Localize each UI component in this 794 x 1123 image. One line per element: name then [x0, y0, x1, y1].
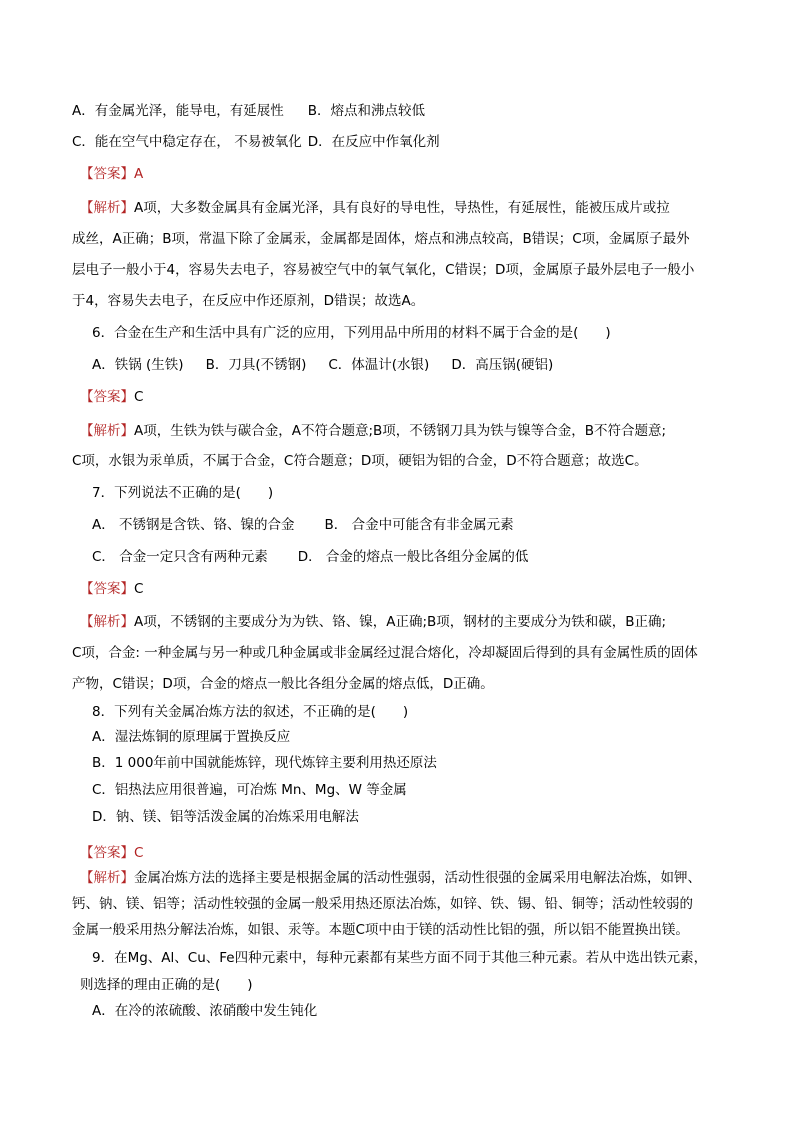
q7-option-c: C． 合金一定只含有两种元素	[92, 549, 268, 565]
q7-analysis-line-3: 产物，C错误；D项，合金的熔点一般比各组分金属的熔点低，D正确。	[72, 676, 494, 692]
q8-option-b: B．1 000年前中国就能炼锌，现代炼锌主要利用热还原法	[92, 755, 437, 771]
q6-answer	[80, 387, 143, 407]
q7-options-row-1	[92, 515, 514, 535]
analysis-tag: 【解析】	[80, 870, 134, 886]
q6-analysis-line-1	[80, 421, 666, 441]
analysis-text: 金属冶炼方法的选择主要是根据金属的活动性强弱，活动性很强的金属采用电解法冶炼，如钾、	[134, 870, 701, 886]
q7-analysis-line-1	[80, 612, 666, 632]
q5-option-d: D．在反应中作氧化剂	[307, 134, 440, 150]
q6-option-c: C．体温计(水银)	[328, 357, 430, 373]
q9-stem-line-1: 9．在Mg、Al、Cu、Fe四种元素中，每种元素都有某些方面不同于其他三种元素。若从中选出铁元素，	[92, 950, 708, 966]
q7-option-d: D． 合金的熔点一般比各组分金属的低	[297, 549, 529, 565]
analysis-text: A项，生铁为铁与碳合金，A不符合题意;B项，不锈钢刀具为铁与镍等合金，B不符合题意;	[134, 423, 667, 439]
q8-analysis-line-3: 金属一般采用热分解法冶炼，如银、汞等。本题C项中由于镁的活动性比铝的强，所以铝不能置换出镁。	[72, 922, 689, 938]
q7-analysis-line-2: C项，合金: 一种金属与另一种或几种金属或非金属经过混合熔化，冷却凝固后得到的具有金属性质的固体	[72, 645, 698, 661]
q8-stem: 8．下列有关金属冶炼方法的叙述，不正确的是( )	[92, 704, 409, 720]
answer-tag: 【答案】	[80, 389, 134, 405]
q5-analysis-line-1	[80, 198, 670, 218]
q8-option-d: D．钠、镁、铝等活泼金属的冶炼采用电解法	[92, 809, 359, 825]
q5-option-c: C．能在空气中稳定存在， 不易被氧化	[72, 134, 302, 150]
q7-option-a: A． 不锈钢是含铁、铬、镍的合金	[92, 517, 295, 533]
q5-answer	[80, 164, 143, 184]
q5-options-row-2	[72, 132, 440, 152]
analysis-text: A项，不锈钢的主要成分为为铁、铬、镍，A正确;B项，钢材的主要成分为铁和碳，B正确;	[134, 614, 667, 630]
q8-analysis-line-1	[80, 868, 701, 888]
q8-analysis-line-2: 钙、钠、镁、铝等；活动性较强的金属一般采用热还原法冶炼，如锌、铁、锡、铅、铜等；活动性较弱的	[72, 896, 693, 912]
answer-tag: 【答案】	[80, 166, 134, 182]
q8-option-c: C．铝热法应用很普遍，可冶炼 Mn、Mg、W 等金属	[92, 782, 407, 798]
q7-option-b: B． 合金中可能含有非金属元素	[324, 517, 514, 533]
q5-option-a: A．有金属光泽，能导电，有延展性	[72, 103, 284, 119]
answer-value: C	[134, 389, 144, 405]
answer-value: C	[134, 581, 144, 597]
analysis-tag: 【解析】	[80, 423, 134, 439]
q8-option-a: A．湿法炼铜的原理属于置换反应	[92, 729, 291, 745]
q5-analysis-line-2: 成丝，A正确；B项，常温下除了金属汞，金属都是固体，熔点和沸点较高，B错误；C项，金属原子最外	[72, 231, 690, 247]
answer-value: C	[134, 845, 144, 861]
q6-option-d: D．高压锅(硬铝)	[451, 357, 554, 373]
q9-stem-line-2: 则选择的理由正确的是( )	[80, 977, 253, 993]
analysis-text: A项，大多数金属具有金属光泽，具有良好的导电性，导热性，有延展性，能被压成片或拉	[134, 200, 670, 216]
q5-analysis-line-3: 层电子一般小于4，容易失去电子，容易被空气中的氧气氧化，C错误；D项，金属原子最外层电子一般小	[72, 262, 695, 278]
answer-tag: 【答案】	[80, 845, 134, 861]
q6-options	[92, 355, 553, 375]
q5-options-row-1	[72, 101, 425, 121]
q7-options-row-2	[92, 547, 528, 567]
q7-stem: 7．下列说法不正确的是( )	[92, 485, 274, 501]
q6-option-b: B．刀具(不锈钢)	[205, 357, 307, 373]
q5-option-b: B．熔点和沸点较低	[307, 103, 426, 119]
q6-option-a: A．铁锅 (生铁)	[92, 357, 184, 373]
analysis-tag: 【解析】	[80, 614, 134, 630]
q6-stem: 6．合金在生产和生活中具有广泛的应用，下列用品中所用的材料不属于合金的是( )	[92, 325, 611, 341]
q6-analysis-line-2: C项，水银为汞单质，不属于合金，C符合题意；D项，硬铝为铝的合金，D不符合题意；故选C。	[72, 453, 648, 469]
answer-tag: 【答案】	[80, 581, 134, 597]
analysis-tag: 【解析】	[80, 200, 134, 216]
q9-option-a: A．在冷的浓硫酸、浓硝酸中发生钝化	[92, 1003, 318, 1019]
answer-value: A	[134, 166, 144, 182]
q7-answer	[80, 579, 143, 599]
q5-analysis-line-4: 于4，容易失去电子，在反应中作还原剂，D错误；故选A。	[72, 293, 425, 309]
q8-answer	[80, 843, 143, 863]
